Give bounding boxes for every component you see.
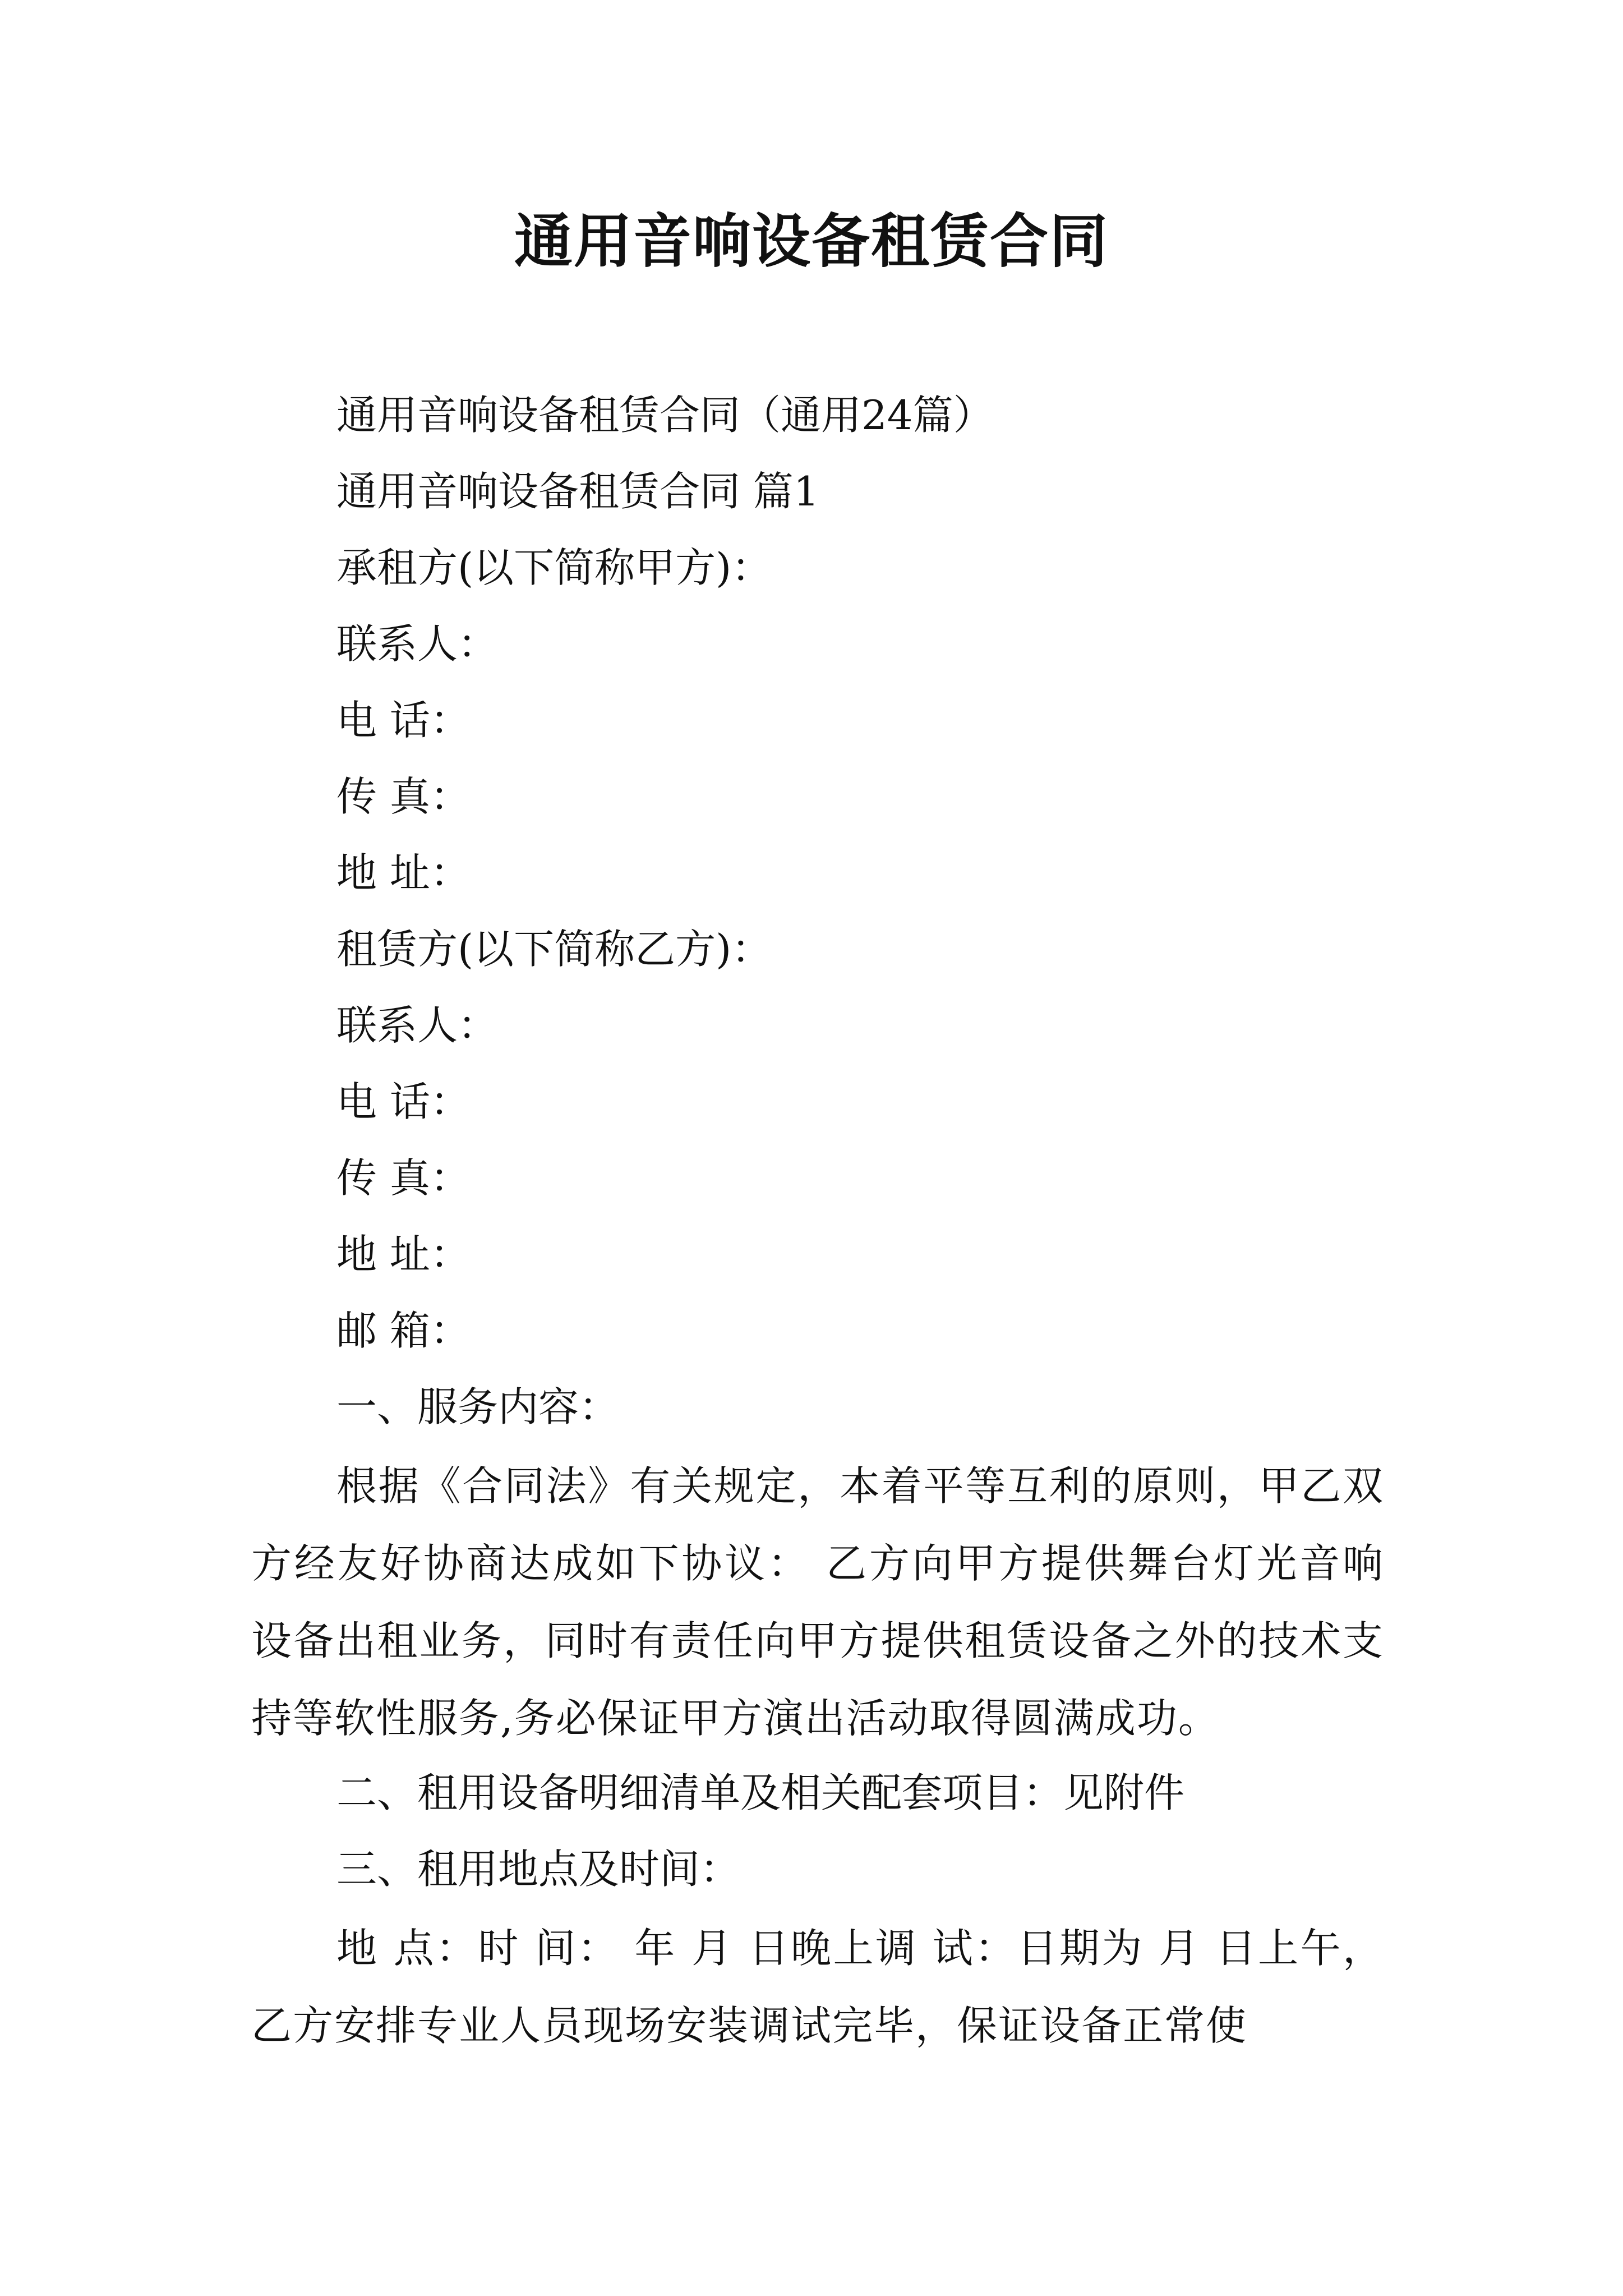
section-heading: 通用音响设备租赁合同 篇1 — [336, 468, 819, 515]
lessor-contact-label: 联系人： — [336, 1002, 499, 1049]
lessee-phone-label: 电 话： — [336, 697, 471, 744]
lessor-email-label: 邮 箱： — [336, 1307, 471, 1354]
lessor-fax-label: 传 真： — [336, 1154, 471, 1202]
service-content-heading: 一、服务内容： — [336, 1383, 620, 1430]
location-time-heading: 三、租用地点及时间： — [336, 1846, 741, 1893]
lessee-address-label: 地 址： — [336, 849, 471, 896]
lessor-label: 租赁方(以下简称乙方)： — [336, 926, 772, 973]
lessee-label: 承租方(以下简称甲方)： — [336, 544, 772, 591]
lessor-phone-label: 电 话： — [336, 1078, 471, 1125]
location-time-paragraph: 地 点：时 间： 年 月 日晚上调 试：日期为 月 日上午，乙方安排专业人员现场安装调试完毕，保证设备正常使 — [251, 1925, 1384, 2049]
subtitle-line: 通用音响设备租赁合同（通用24篇） — [336, 392, 994, 439]
service-content-paragraph: 根据《合同法》有关规定，本着平等互利的原则，甲乙双方经友好协商达成如下协议： 乙方向甲方提供舞台灯光音响设备出租业务，同时有责任向甲方提供租赁设备之外的技术支持等软性服务,务必保证甲方演出活动取得圆满成功。 — [251, 1462, 1384, 1742]
document-title: 通用音响设备租赁合同 — [514, 206, 1109, 275]
lessee-contact-label: 联系人： — [336, 620, 499, 668]
lessee-fax-label: 传 真： — [336, 773, 471, 820]
lessor-address-label: 地 址： — [336, 1231, 471, 1278]
equipment-list-heading: 二、租用设备明细清单及相关配套项目：见附件 — [336, 1769, 1185, 1816]
